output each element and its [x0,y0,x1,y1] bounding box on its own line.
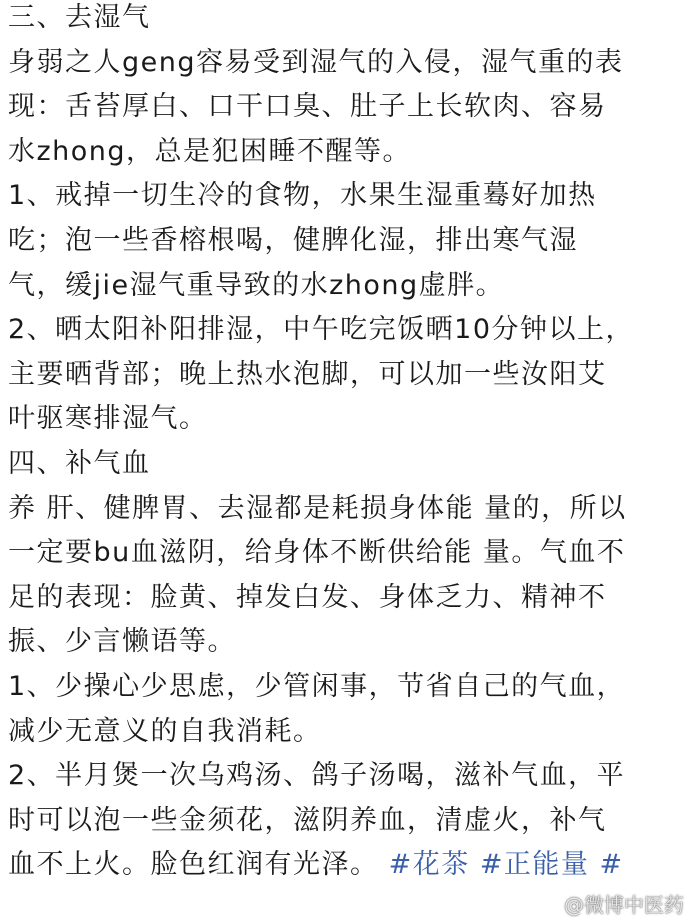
hashtag-link[interactable]: #正能量 [479,849,590,881]
hashtag-link[interactable]: # [599,849,624,881]
text-line: 时可以泡一些金须花，滋阴养血，清虚火，补气 [8,804,607,836]
text-line: 养 肝、健脾胃、去湿都是耗损身体能 量的，所以 [8,492,627,524]
text-line: 1、少操心少思虑，少管闲事，节省自己的气血， [8,670,626,702]
text-line: 气，缓jie湿气重导致的水zhong虚胖。 [8,269,505,301]
text-line: 足的表现：脸黄、掉发白发、身体乏力、精神不 [8,581,607,613]
hashtag-link[interactable]: #花茶 [388,849,470,881]
text-line: 一定要bu血滋阴，给身体不断供给能 量。气血不 [8,537,626,569]
text-line: 主要晒背部；晚上热水泡脚，可以加一些汝阳艾 [8,358,607,390]
text-line: 1、戒掉一切生冷的食物，水果生湿重蓦好加热 [8,180,597,212]
text-line-end: 血不上火。脸色红润有光泽。 [8,849,379,881]
watermark: @微博中医药 [564,893,684,917]
text-line: 2、晒太阳补阳排湿，中午吃完饭晒10分钟以上， [8,314,635,346]
section-heading: 四、补气血 [8,447,151,479]
section-heading: 三、去湿气 [8,2,151,33]
text-line: 减少无意义的自我消耗。 [8,715,322,747]
text-line: 叶驱寒排湿气。 [8,403,208,435]
text-line-with-tags [8,843,684,888]
article-body [8,0,684,888]
text-line: 身弱之人geng容易受到湿气的入侵，湿气重的表 [8,46,624,78]
text-line: 2、半月煲一次乌鸡汤、鸽子汤喝，滋补气血，平 [8,760,626,792]
text-line: 水zhong，总是犯困睡不醒等。 [8,135,412,167]
text-line: 振、少言懒语等。 [8,626,236,658]
text-line: 吃；泡一些香榕根喝，健脾化湿，排出寒气湿 [8,224,578,256]
text-line: 现：舌苔厚白、口干口臭、肚子上长软肉、容易 [8,91,607,123]
